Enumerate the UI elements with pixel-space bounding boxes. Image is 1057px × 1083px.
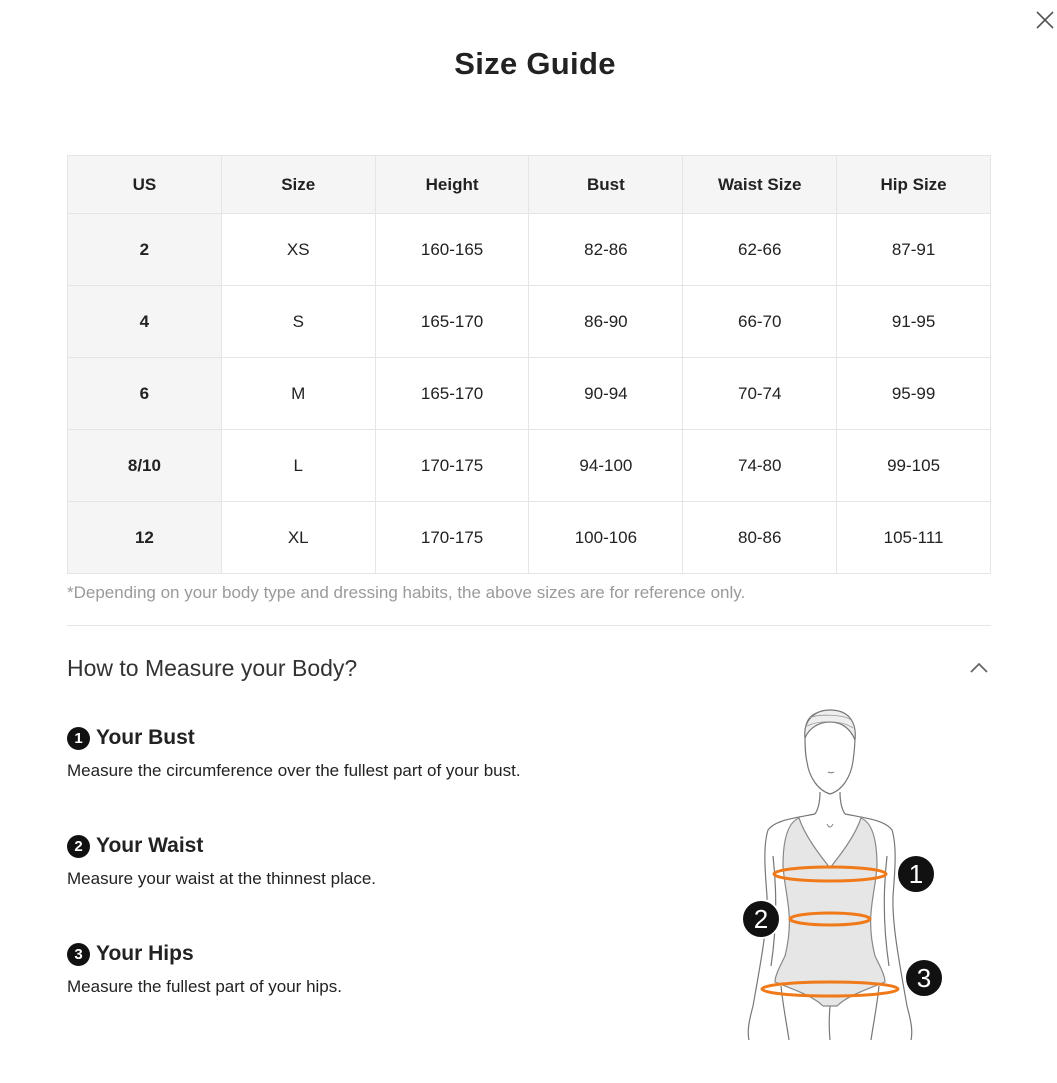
- header-height: Height: [375, 156, 529, 214]
- marker-label: 1: [908, 859, 924, 889]
- cell-us: 6: [68, 358, 222, 430]
- measure-item-title: Your Bust: [96, 726, 195, 749]
- marker-label: 2: [753, 904, 769, 934]
- measure-section-heading[interactable]: How to Measure your Body?: [67, 655, 358, 681]
- table-row: [68, 358, 991, 430]
- divider: [67, 625, 991, 626]
- cell-waist: 74-80: [683, 430, 837, 502]
- size-table: [67, 155, 991, 574]
- cell-height: 165-170: [375, 358, 529, 430]
- cell-us: 12: [68, 502, 222, 574]
- measure-item-desc: Measure the circumference over the fullest part of your bust.: [67, 761, 521, 780]
- close-icon[interactable]: [1033, 8, 1057, 32]
- marker-3: [905, 959, 943, 997]
- table-header-row: [68, 156, 991, 214]
- figure-head: [805, 710, 855, 814]
- number-badge: 1: [67, 727, 90, 750]
- marker-label: 3: [916, 963, 932, 993]
- cell-us: 4: [68, 286, 222, 358]
- table-row: [68, 286, 991, 358]
- cell-height: 160-165: [375, 214, 529, 286]
- table-row: [68, 502, 991, 574]
- cell-size: S: [221, 286, 375, 358]
- header-size: Size: [221, 156, 375, 214]
- body-measurement-figure: [735, 706, 960, 1046]
- cell-us: 2: [68, 214, 222, 286]
- cell-bust: 86-90: [529, 286, 683, 358]
- measure-item-title: Your Waist: [96, 834, 204, 857]
- chevron-up-icon[interactable]: [968, 660, 990, 676]
- cell-hip: 105-111: [837, 502, 991, 574]
- header-bust: Bust: [529, 156, 683, 214]
- cell-us: 8/10: [68, 430, 222, 502]
- cell-hip: 87-91: [837, 214, 991, 286]
- header-hip: Hip Size: [837, 156, 991, 214]
- measure-item-bust: [67, 726, 521, 781]
- cell-bust: 100-106: [529, 502, 683, 574]
- reference-note: *Depending on your body type and dressing habits, the above sizes are for reference only.: [67, 583, 746, 602]
- cell-bust: 82-86: [529, 214, 683, 286]
- cell-waist: 70-74: [683, 358, 837, 430]
- cell-hip: 99-105: [837, 430, 991, 502]
- cell-size: L: [221, 430, 375, 502]
- modal-title: Size Guide: [454, 46, 616, 81]
- cell-hip: 95-99: [837, 358, 991, 430]
- cell-height: 170-175: [375, 430, 529, 502]
- measure-item-title: Your Hips: [96, 942, 194, 965]
- number-badge: 2: [67, 835, 90, 858]
- cell-size: XS: [221, 214, 375, 286]
- cell-waist: 62-66: [683, 214, 837, 286]
- measure-item-desc: Measure the fullest part of your hips.: [67, 977, 342, 996]
- measure-item-hips: [67, 942, 342, 997]
- cell-waist: 80-86: [683, 502, 837, 574]
- cell-height: 165-170: [375, 286, 529, 358]
- cell-hip: 91-95: [837, 286, 991, 358]
- measure-item-waist: [67, 834, 376, 889]
- cell-size: M: [221, 358, 375, 430]
- header-us: US: [68, 156, 222, 214]
- cell-bust: 90-94: [529, 358, 683, 430]
- close-button[interactable]: [1033, 8, 1057, 32]
- table-row: [68, 214, 991, 286]
- marker-2: [742, 900, 780, 938]
- measure-item-desc: Measure your waist at the thinnest place.: [67, 869, 376, 888]
- number-badge: 3: [67, 943, 90, 966]
- cell-bust: 94-100: [529, 430, 683, 502]
- cell-waist: 66-70: [683, 286, 837, 358]
- collapse-toggle[interactable]: [968, 660, 990, 676]
- cell-height: 170-175: [375, 502, 529, 574]
- cell-size: XL: [221, 502, 375, 574]
- header-waist: Waist Size: [683, 156, 837, 214]
- table-row: [68, 430, 991, 502]
- marker-1: [897, 855, 935, 893]
